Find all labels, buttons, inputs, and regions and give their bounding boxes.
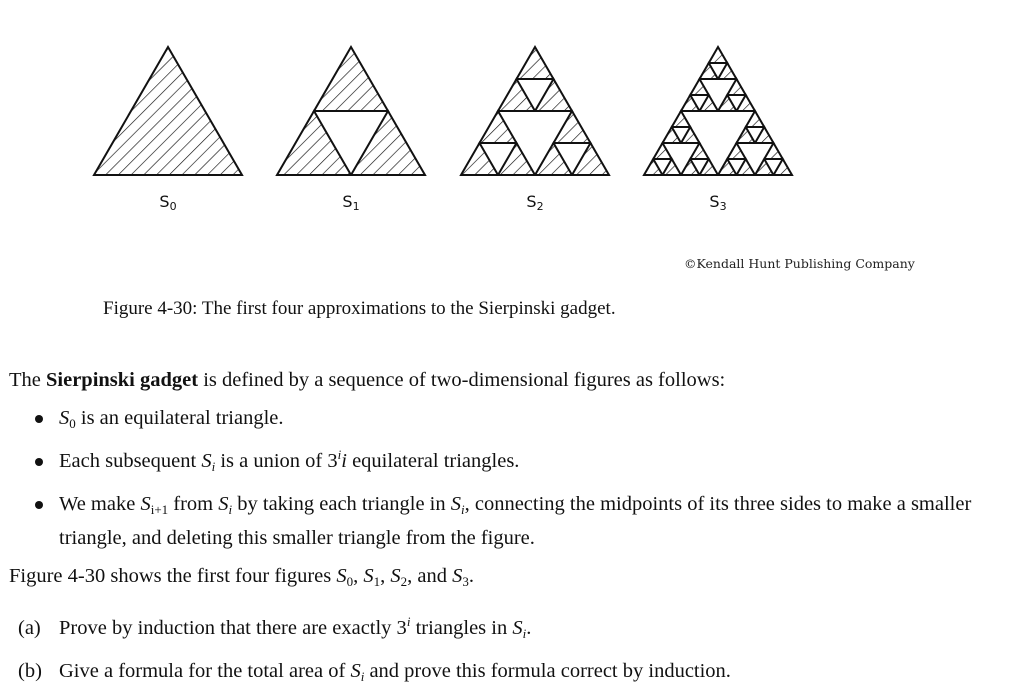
sierpinski-s3-triangle xyxy=(681,95,700,111)
sierpinski-s2-triangle xyxy=(498,143,535,175)
definition-list xyxy=(9,404,1009,552)
figure-reference-paragraph: Figure 4-30 shows the first four figures $S_0$, $S_1$, $S_2$, and $S_3$. xyxy=(9,565,474,589)
exercise-parts xyxy=(9,614,1009,691)
sierpinski-s3-triangle xyxy=(709,47,728,63)
sierpinski-s3-triangle xyxy=(644,159,663,175)
label-s2: $S_2$ xyxy=(526,192,544,213)
sierpinski-s2-triangle xyxy=(535,143,572,175)
sierpinski-s3-triangle xyxy=(653,143,672,159)
sierpinski-s3-triangle xyxy=(700,63,719,79)
sierpinski-s2-triangle xyxy=(498,79,535,111)
sierpinski-s1-triangle xyxy=(277,111,351,175)
sierpinski-s3-triangle xyxy=(774,159,793,175)
bullet-icon xyxy=(35,415,43,423)
sierpinski-s2-triangle xyxy=(554,111,591,143)
sierpinski-s2-triangle xyxy=(461,143,498,175)
sierpinski-s3-triangle xyxy=(700,95,719,111)
intro-paragraph: The Sierpinski gadget is defined by a sequence of two-dimensional figures as follows: xyxy=(9,369,726,391)
figure-caption: Figure 4-30: The first four approximations to the Sierpinski gadget. xyxy=(103,298,616,319)
list-item: $S_0$ is an equilateral triangle. xyxy=(9,404,1009,438)
bullet-icon xyxy=(35,458,43,466)
sierpinski-s3-triangle xyxy=(718,159,737,175)
sierpinski-s2-triangle xyxy=(480,111,517,143)
sierpinski-s3-triangle xyxy=(690,143,709,159)
sierpinski-s3-triangle xyxy=(681,159,700,175)
bullet-icon xyxy=(35,501,43,509)
sierpinski-s3-triangle xyxy=(681,127,700,143)
sierpinski-drawings xyxy=(0,0,1024,190)
defined-term: Sierpinski gadget xyxy=(46,369,199,391)
label-s3: $S_3$ xyxy=(709,192,727,213)
sierpinski-s2-triangle xyxy=(572,143,609,175)
sierpinski-s3-triangle xyxy=(663,127,682,143)
sierpinski-s3-triangle xyxy=(690,79,709,95)
sierpinski-figure xyxy=(0,0,1024,330)
sierpinski-s1-triangle xyxy=(351,111,425,175)
sierpinski-s2-triangle xyxy=(535,79,572,111)
sierpinski-s2-triangle xyxy=(517,47,554,79)
sierpinski-s3-triangle xyxy=(755,127,774,143)
sierpinski-s3-triangle xyxy=(672,111,691,127)
sierpinski-s3-triangle xyxy=(700,159,719,175)
sierpinski-s3-triangle xyxy=(727,79,746,95)
sierpinski-s3-triangle xyxy=(737,95,756,111)
label-s1: $S_1$ xyxy=(342,192,360,213)
sierpinski-s3-triangle xyxy=(755,159,774,175)
sierpinski-s3-triangle xyxy=(663,159,682,175)
sierpinski-s3-triangle xyxy=(737,127,756,143)
problem-text xyxy=(9,366,1009,700)
exercise-part-b: (b) Give a formula for the total area of $S_i$ and prove this formula correct by induction. xyxy=(18,660,731,684)
sierpinski-s3-triangle xyxy=(718,95,737,111)
copyright-notice: ©Kendall Hunt Publishing Company xyxy=(684,256,915,271)
list-item: We make $S_{i+1}$ from $S_i$ by taking each triangle in $S_i$, connecting the midpoints of its three sides to make a smaller triangle, and deleting this smaller triangle from the figure. xyxy=(9,490,1009,552)
list-item: Each subsequent $S_i$ is a union of 3$^i$i equilateral triangles. xyxy=(9,447,1009,481)
sierpinski-s3-triangle xyxy=(764,143,783,159)
label-s0: $S_0$ xyxy=(159,192,177,213)
sierpinski-s0-triangle xyxy=(94,47,242,175)
exercise-part-a: (a) Prove by induction that there are exactly 3$^i$ triangles in $S_i$. xyxy=(18,614,532,641)
sierpinski-s3-triangle xyxy=(727,143,746,159)
sierpinski-s3-triangle xyxy=(737,159,756,175)
sierpinski-s3-triangle xyxy=(718,63,737,79)
sierpinski-s3-triangle xyxy=(746,111,765,127)
sierpinski-s1-triangle xyxy=(314,47,388,111)
